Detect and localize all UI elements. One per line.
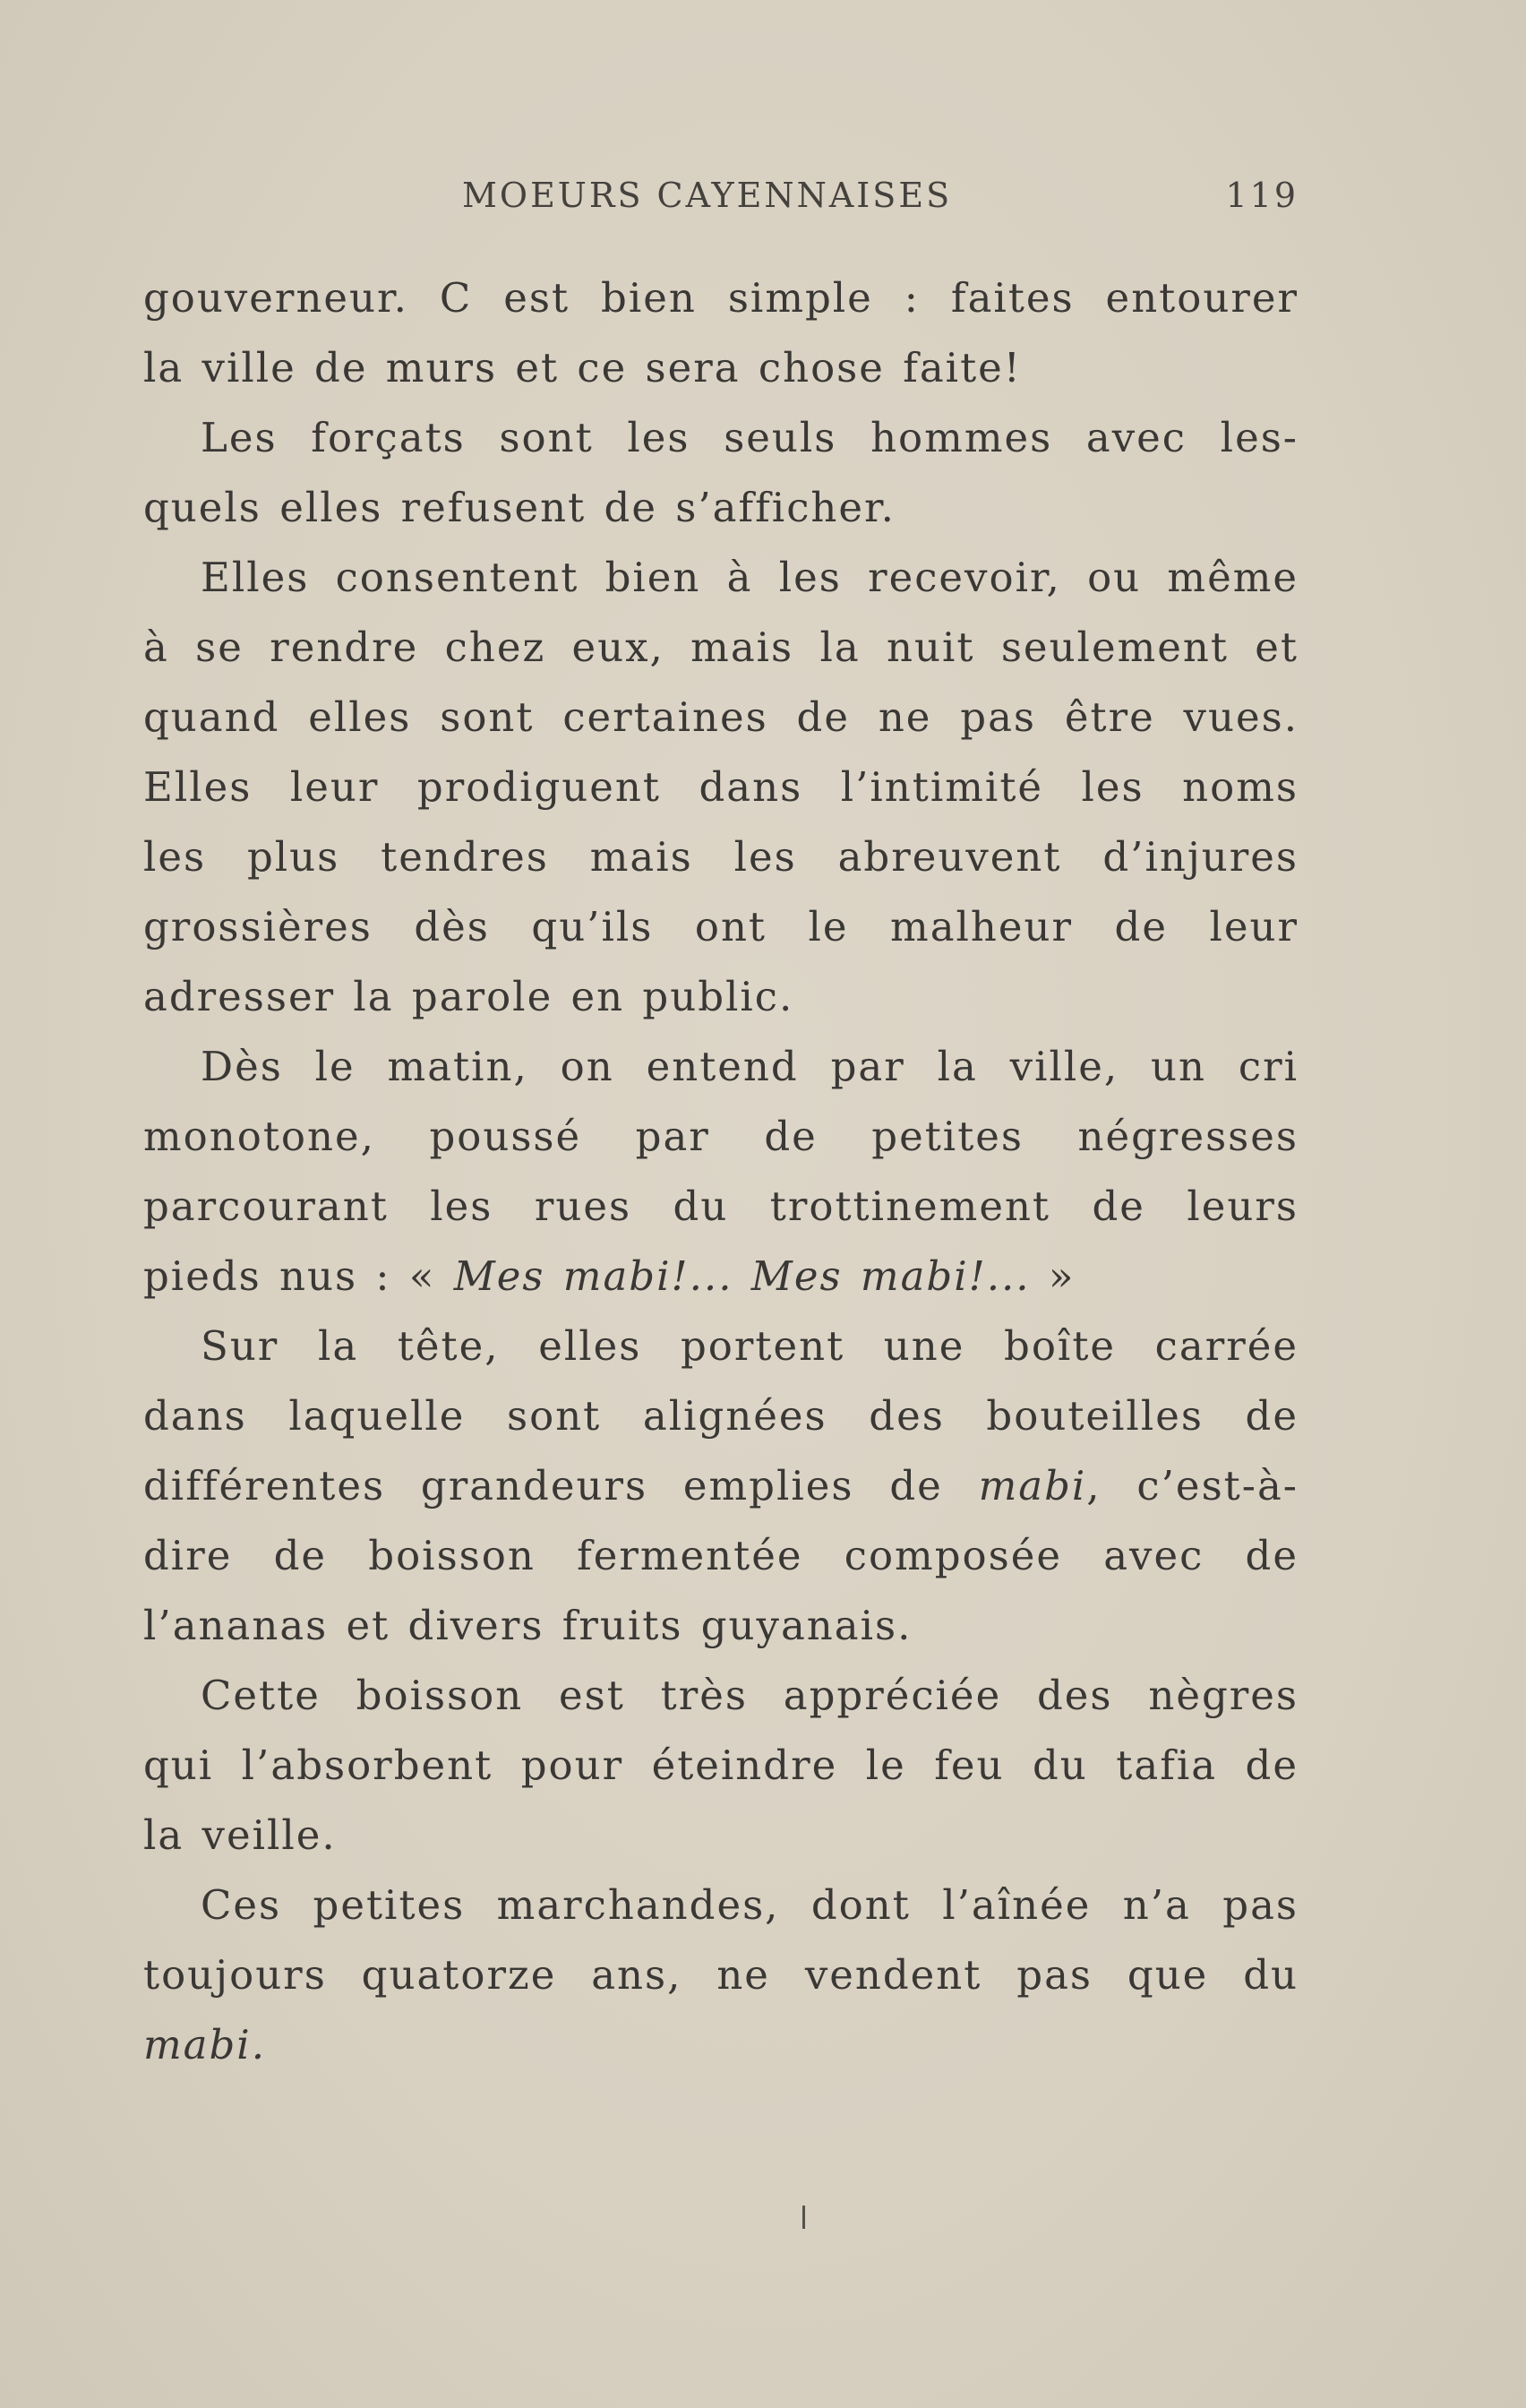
text-line: les plus tendres mais les abreuvent d’injures [143,833,1299,881]
text-line: parcourant les rues du trottinement de leurs [143,1182,1299,1230]
printer-mark [802,2206,805,2229]
text-run: , c’est-à- [1086,1462,1299,1509]
paragraph [143,1312,1299,1661]
running-title: MOEURS CAYENNAISES [462,176,953,215]
paragraph [143,1032,1299,1312]
text-line [143,1451,1299,1521]
text-line: monotone, poussé par de petites négresses [143,1113,1299,1160]
text-run: » [1030,1252,1076,1300]
paragraph [143,263,1299,403]
text-line: quand elles sont certaines de ne pas être vues. [143,693,1299,741]
italic-text: mabi [978,1462,1087,1509]
text-run: pieds nus : « [143,1252,454,1300]
body-text [143,263,1299,2080]
text-line: toujours quatorze ans, ne vendent pas que du [143,1951,1299,1999]
text-line: dire de boisson fermentée composée avec de [143,1532,1299,1579]
paragraph [143,543,1299,1032]
text-line: dans laquelle sont alignées des bouteilles de [143,1392,1299,1440]
paragraph [143,1661,1299,1870]
text-line: Les forçats sont les seuls hommes avec les- [201,414,1299,461]
text-line: Cette boisson est très appréciée des nègres [201,1672,1299,1719]
text-line: la veille. [143,1811,337,1859]
text-line: Sur la tête, elles portent une boîte carrée [201,1322,1299,1370]
text-line: adresser la parole en public. [143,973,794,1020]
text-run: différentes grandeurs emplies de [143,1462,979,1509]
text-line: Elles consentent bien à les recevoir, ou même [201,554,1299,601]
paragraph [143,403,1299,543]
paragraph [143,1870,1299,2080]
page-number: 119 [1225,176,1299,215]
text-line [143,1242,1299,1312]
text-line: Ces petites marchandes, dont l’aînée n’a pas [201,1881,1299,1929]
text-line: la ville de murs et ce sera chose faite! [143,344,1022,391]
italic-text: Mes mabi!... Mes mabi!... [453,1252,1031,1300]
text-line: quels elles refusent de s’afficher. [143,484,896,531]
text-line: qui l’absorbent pour éteindre le feu du tafia de [143,1742,1299,1789]
italic-text: mabi. [143,2021,267,2068]
text-line: Dès le matin, on entend par la ville, un cri [201,1043,1299,1090]
text-line [143,2010,1299,2080]
text-line: grossières dès qu’ils ont le malheur de leur [143,903,1299,950]
text-line: l’ananas et divers fruits guyanais. [143,1602,913,1649]
text-line: gouverneur. C est bien simple : faites entourer [143,274,1299,322]
text-line: Elles leur prodiguent dans l’intimité les noms [143,763,1299,811]
running-head [143,176,1299,220]
text-line: à se rendre chez eux, mais la nuit seulement et [143,624,1299,671]
